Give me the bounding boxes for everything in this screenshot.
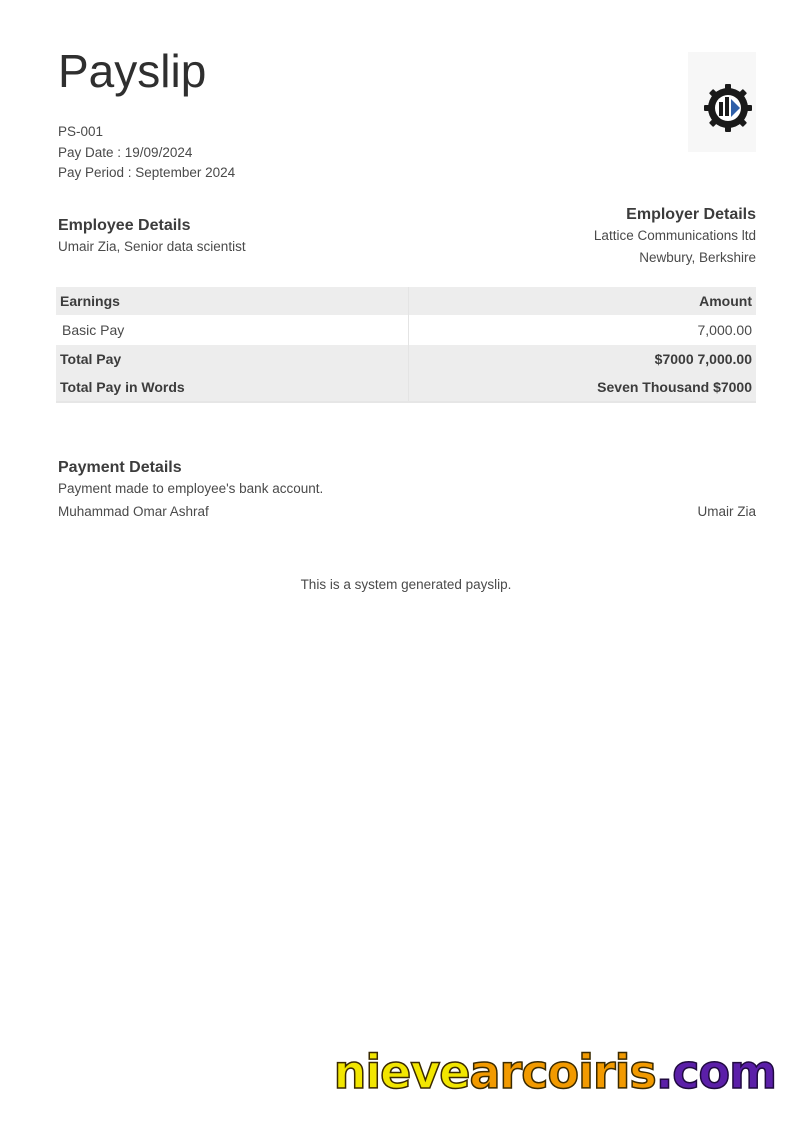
payment-note: Payment made to employee's bank account.	[58, 481, 324, 496]
page-title: Payslip	[58, 45, 207, 97]
left-signatory: Muhammad Omar Ashraf	[58, 504, 209, 519]
company-logo	[688, 52, 756, 152]
total-pay-value: $7000 7,000.00	[654, 351, 752, 367]
company-logo-gear-icon	[702, 82, 754, 134]
total-pay-words-row	[56, 373, 756, 402]
payment-details	[58, 458, 756, 525]
employee-details	[58, 216, 246, 258]
employee-name-position: Umair Zia, Senior data scientist	[58, 239, 246, 254]
watermark-part-2: arcoiris	[469, 1045, 656, 1099]
earning-amount: 7,000.00	[697, 322, 752, 338]
payslip-meta	[58, 122, 235, 184]
total-pay-row	[56, 345, 756, 373]
earnings-column-header: Earnings	[56, 287, 409, 315]
watermark-part-3: .com	[655, 1045, 776, 1099]
employer-details-heading: Employer Details	[626, 206, 756, 223]
employer-details	[594, 205, 756, 269]
employee-details-heading: Employee Details	[58, 217, 191, 234]
watermark-part-1: nieve	[333, 1045, 470, 1099]
total-pay-words-label: Total Pay in Words	[56, 373, 409, 402]
payslip-number: PS-001	[58, 124, 104, 139]
system-generated-note: This is a system generated payslip.	[300, 577, 512, 592]
total-pay-label: Total Pay	[56, 345, 409, 373]
employer-location: Newbury, Berkshire	[639, 250, 756, 265]
payment-details-heading: Payment Details	[58, 459, 182, 476]
table-header-row	[56, 287, 756, 315]
table-row	[56, 315, 756, 345]
pay-date: Pay Date : 19/09/2024	[58, 144, 193, 160]
watermark-logo	[334, 1045, 776, 1099]
right-signatory: Umair Zia	[697, 504, 756, 519]
pay-period: Pay Period : September 2024	[58, 165, 236, 180]
earning-label: Basic Pay	[56, 315, 409, 345]
total-pay-words-value: Seven Thousand $7000	[409, 373, 757, 402]
signatory-row	[58, 501, 756, 525]
amount-column-header: Amount	[699, 293, 752, 309]
employer-company: Lattice Communications ltd	[593, 228, 756, 243]
earnings-table	[56, 287, 756, 403]
